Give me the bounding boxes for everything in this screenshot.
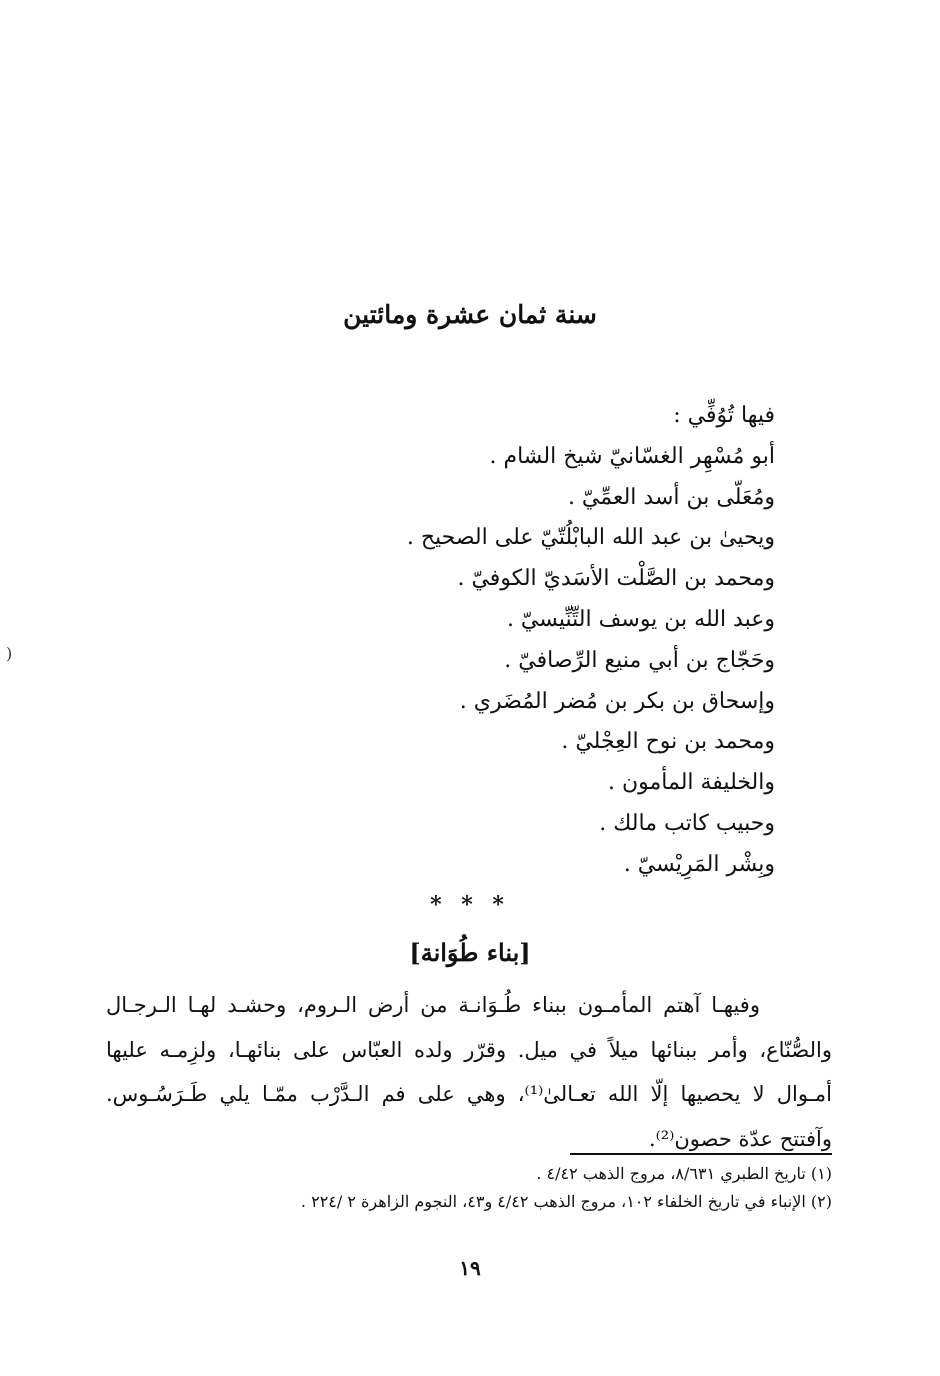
list-item: وبِشْر المَرِيْسيّ . (623, 851, 775, 877)
list-item: وحبيب كاتب مالك . (599, 810, 775, 836)
list-item: ومحمد بن نوح العِجْليّ . (561, 729, 775, 755)
section-heading: [بناء طُوَانة] (409, 938, 531, 967)
body-paragraph (106, 983, 832, 1161)
list-item: والخليفة المأمون . (607, 770, 775, 796)
list-item: ومحمد بن الصَّلْت الأسَديّ الكوفيّ . (457, 566, 775, 592)
page-number: ١٩ (459, 1256, 481, 1280)
list-item: ويحيىٰ بن عبد الله البابْلُتّيّ على الصحيح . (406, 525, 775, 551)
list-item: ومُعَلّى بن أسد العمِّيّ . (567, 484, 775, 510)
list-item: فيها تُوُفِّي : (673, 403, 775, 428)
chapter-title: سنة ثمان عشرة ومائتين (343, 300, 597, 329)
list-item: أبو مُسْهِر الغسّانيّ شيخ الشام . (489, 443, 775, 469)
paragraph-line: أمـوال لا يحصيها إلّا الله تعـالىٰ⁽¹⁾، وهي على فم الـدَّرْب ممّـا يلي طَـرَسُـوس. (106, 1082, 832, 1106)
list-item: وعبد الله بن يوسف التِّنِّيسيّ . (506, 606, 775, 632)
footnote: (١) تاريخ الطبري ٨/٦٣١، مروج الذهب ٤/٤٢ . (536, 1164, 832, 1183)
list-item: وإسحاق بن بكر بن مُضر المُضَري . (459, 688, 775, 714)
deaths-list (155, 396, 775, 886)
paragraph-line: وآفتتح عدّة حصون⁽²⁾. (648, 1126, 832, 1151)
footnote: (٢) الإنباء في تاريخ الخلفاء ١٠٢، مروج الذهب ٤/٤٢ و٤٣، النجوم الزاهرة ٢ /٢٢٤ . (300, 1192, 832, 1211)
footnotes (106, 1160, 832, 1216)
paragraph-line: وفيهـا آهتم المأمـون ببناء طُـوَانـة من أرض الـروم، وحشـد لهـا الـرجـال (106, 993, 760, 1017)
section-separator: * * * (430, 892, 510, 918)
paragraph-line: والصُّنّاع، وأمر ببنائها ميلاً في ميل. وقرّر ولده العبّاس على بنائهـا، ولزِمـه عليها (106, 1037, 832, 1062)
footnote-divider (570, 1153, 832, 1155)
margin-mark: ( (6, 644, 13, 663)
list-item: وحَجّاج بن أبي منيع الرِّصافيّ . (504, 647, 775, 673)
